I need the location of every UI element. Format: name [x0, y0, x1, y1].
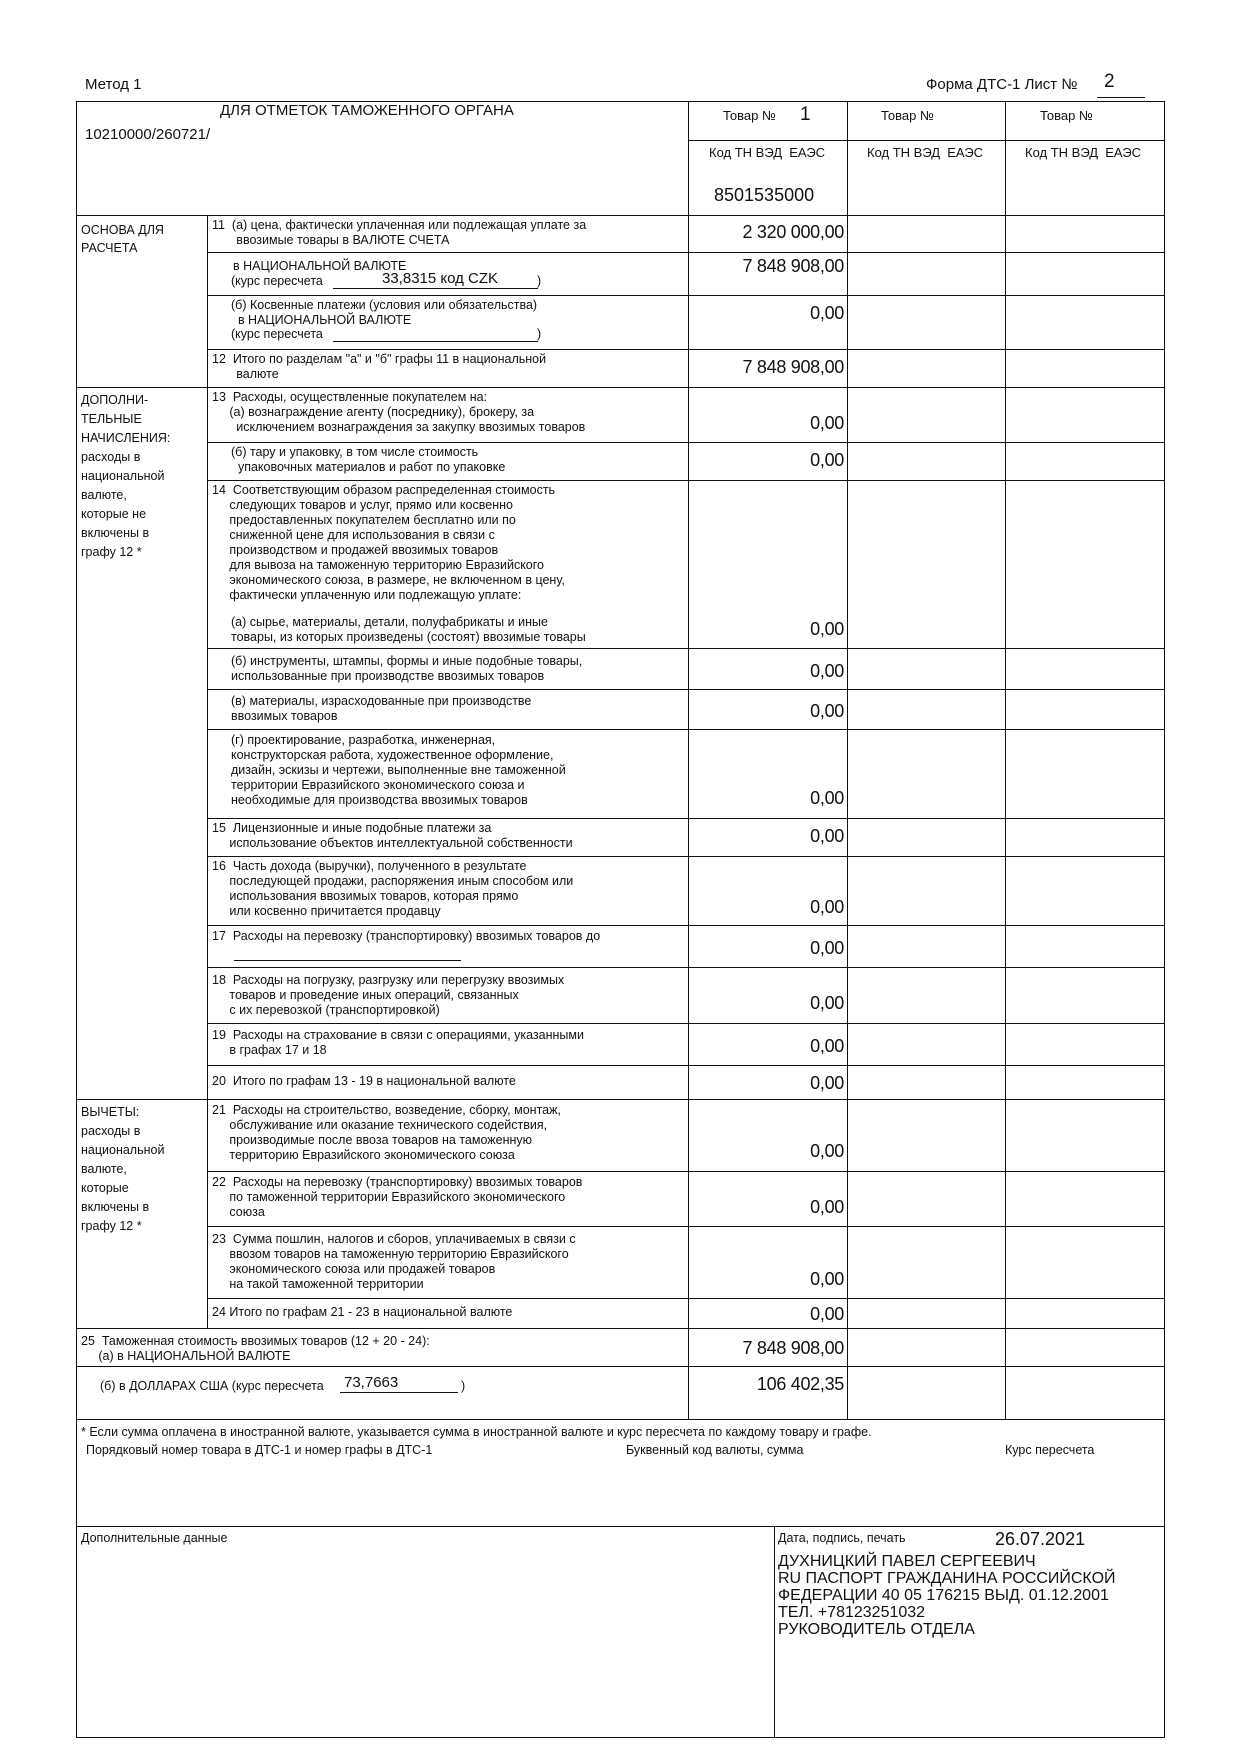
row-25a-text: 25 Таможенная стоимость ввозимых товаров (12 + 20 - 24): (а) в НАЦИОНАЛЬНОЙ ВАЛЮТЕ	[81, 1334, 430, 1363]
hline-r11b	[207, 349, 1165, 350]
hline-r18	[207, 1023, 1165, 1024]
hline-r21	[207, 1171, 1165, 1172]
hline-deductions-start	[76, 1099, 1165, 1100]
goods-col2-label: Товар №	[881, 108, 934, 123]
hline-row25b	[76, 1366, 1165, 1367]
hline-additions-start	[76, 387, 1165, 388]
hline-r14a	[207, 648, 1165, 649]
value-11a: 2 320 000,00	[742, 222, 844, 242]
row-13a-text: 13 Расходы, осуществленные покупателем на: (а) вознаграждение агенту (посреднику), брокеру, за исключением вознаграждения за закупку ввозимых товаров	[212, 390, 586, 434]
hline-bottom-section	[76, 1526, 1165, 1527]
row-24-text: 24 Итого по графам 21 - 23 в национальной валюте	[212, 1305, 513, 1319]
goods-col3-label: Товар №	[1040, 108, 1093, 123]
signature-date: 26.07.2021	[995, 1529, 1086, 1549]
row-25b-label: (б) в ДОЛЛАРАХ США (курс пересчета	[100, 1379, 324, 1393]
row-14a-text: (а) сырье, материалы, детали, полуфабрикаты и иные товары, из которых произведены (состоят) ввозимые товары	[231, 615, 586, 644]
hline-r14b	[207, 689, 1165, 690]
hline-row25	[76, 1328, 1165, 1329]
sheet-number: 2	[1104, 71, 1115, 92]
signature-label: Дата, подпись, печать	[778, 1531, 906, 1545]
value-15: 0,00	[810, 826, 844, 846]
value-23: 0,00	[810, 1269, 844, 1289]
hline-r11nat	[207, 295, 1165, 296]
hline-footnote	[76, 1419, 1165, 1420]
hline-r15	[207, 856, 1165, 857]
hline-r16	[207, 925, 1165, 926]
hline-r11a	[207, 252, 1165, 253]
form-label: Форма ДТС-1 Лист №	[926, 76, 1078, 93]
vline-col1	[688, 101, 689, 1419]
footnote-col2: Буквенный код валюты, сумма	[626, 1443, 804, 1457]
row-11-rate-label: (курс пересчета	[231, 274, 323, 288]
vline-col3	[1005, 101, 1006, 1419]
value-11-national: 7 848 908,00	[742, 256, 844, 276]
row-11-national-text: в НАЦИОНАЛЬНОЙ ВАЛЮТЕ	[233, 259, 407, 273]
value-25b: 106 402,35	[756, 1374, 844, 1394]
row-11-rate-close: )	[537, 274, 542, 288]
section-deductions: ВЫЧЕТЫ: расходы в национальной валюте, которые включены в графу 12 *	[81, 1105, 165, 1233]
hline-r13b	[207, 480, 1165, 481]
value-18: 0,00	[810, 993, 844, 1013]
row-20-text: 20 Итого по графам 13 - 19 в национальной валюте	[212, 1074, 516, 1088]
value-24: 0,00	[810, 1304, 844, 1324]
goods-col1-number: 1	[800, 104, 811, 125]
row-18-text: 18 Расходы на погрузку, разгрузку или перегрузку ввозимых товаров и проведение иных операций, связанных с их перевозкой (транспортировкой)	[212, 973, 565, 1017]
row-11b-rate-underline	[333, 341, 538, 342]
row-11-rate-value: 33,8315 код CZK	[382, 270, 499, 287]
row-11a-text: 11 (а) цена, фактически уплаченная или подлежащая уплате за ввозимые товары в ВАЛЮТЕ СЧЕТА	[212, 218, 587, 247]
value-12: 7 848 908,00	[742, 357, 844, 377]
goods-col2-code-label: Код ТН ВЭД ЕАЭС	[867, 145, 984, 160]
hline-header-bottom	[76, 215, 1165, 216]
row-13b-text: (б) тару и упаковку, в том числе стоимость упаковочных материалов и работ по упаковке	[231, 445, 506, 474]
value-13b: 0,00	[810, 450, 844, 470]
sheet-underline	[1097, 97, 1145, 98]
row-25b-rate-underline	[340, 1392, 458, 1393]
row-11b-rate-label: (курс пересчета	[231, 327, 323, 341]
hline-r14d	[207, 818, 1165, 819]
row-22-text: 22 Расходы на перевозку (транспортировку) ввозимых товаров по таможенной территории Евразийского экономического союза	[212, 1175, 583, 1219]
row-16-text: 16 Часть дохода (выручки), полученного в результате последующей продажи, распоряжения иным способом или использования ввозимых товаров, которая прямо или косвенно причитается продавцу	[212, 859, 574, 918]
value-20: 0,00	[810, 1073, 844, 1093]
row-11b-text: (б) Косвенные платежи (условия или обязательства) в НАЦИОНАЛЬНОЙ ВАЛЮТЕ	[231, 298, 538, 327]
row-17-text: 17 Расходы на перевозку (транспортировку) ввозимых товаров до	[212, 929, 601, 943]
hline-r14c	[207, 729, 1165, 730]
vline-sections	[207, 215, 208, 1328]
goods-col1-code-label: Код ТН ВЭД ЕАЭС	[709, 145, 826, 160]
value-21: 0,00	[810, 1141, 844, 1161]
hline-goods-header	[688, 140, 1165, 141]
footnote-col3: Курс пересчета	[1005, 1443, 1095, 1457]
signer-info: ДУХНИЦКИЙ ПАВЕЛ СЕРГЕЕВИЧ RU ПАСПОРТ ГРАЖДАНИНА РОССИЙСКОЙ ФЕДЕРАЦИИ 40 05 176215 ВЫД. 01.12.2001 ТЕЛ. +78123251032 РУКОВОДИТЕЛЬ ОТДЕЛА	[778, 1553, 1116, 1638]
value-14d: 0,00	[810, 788, 844, 808]
row-25b-rate: 73,7663	[344, 1374, 399, 1391]
row-15-text: 15 Лицензионные и иные подобные платежи за использование объектов интеллектуальной собственности	[212, 821, 573, 850]
row-21-text: 21 Расходы на строительство, возведение, сборку, монтаж, обслуживание или оказание технического содействия, производимые после ввоза товаров на таможенную территорию Евразийского экономического союза	[212, 1103, 561, 1162]
vline-sign	[774, 1526, 775, 1738]
hline-r22	[207, 1226, 1165, 1227]
goods-col1-label: Товар №	[723, 108, 776, 123]
value-14c: 0,00	[810, 701, 844, 721]
value-13a: 0,00	[810, 413, 844, 433]
footnote-text: * Если сумма оплачена в иностранной валюте, указывается сумма в иностранной валюте и курс пересчета по каждому товару и графе.	[81, 1425, 872, 1439]
row-14-text: 14 Соответствующим образом распределенная стоимость следующих товаров и услуг, прямо или косвенно предоставленных покупателем бесплатно или по сниженной цене для использования в связи с производством и продажей ввозимых товаров для вывоза на таможенную территорию Евразийского экономического союза, в размере, не включенном в цену, фактически уплаченную или подлежащую уплате:	[212, 483, 565, 602]
additional-data-label: Дополнительные данные	[81, 1531, 228, 1545]
customs-reg-number: 10210000/260721/	[85, 126, 211, 143]
goods-col1-code: 8501535000	[714, 185, 815, 205]
section-basis: ОСНОВА ДЛЯ РАСЧЕТА	[81, 223, 164, 255]
value-14a: 0,00	[810, 619, 844, 639]
row-11-rate-underline	[333, 288, 538, 289]
value-22: 0,00	[810, 1197, 844, 1217]
row-14c-text: (в) материалы, израсходованные при производстве ввозимых товаров	[231, 694, 532, 723]
value-19: 0,00	[810, 1036, 844, 1056]
value-25a: 7 848 908,00	[742, 1338, 844, 1358]
value-11b: 0,00	[810, 303, 844, 323]
row-11b-rate-close: )	[537, 327, 542, 341]
row-14d-text: (г) проектирование, разработка, инженерная, конструкторская работа, художественное оформление, дизайн, эскизы и чертежи, выполненные вне таможенной территории Евразийского экономического союза и необходимые для производства ввозимых товаров	[231, 733, 566, 807]
hline-r17	[207, 967, 1165, 968]
row-23-text: 23 Сумма пошлин, налогов и сборов, уплачиваемых в связи с ввозом товаров на таможенную территорию Евразийского экономического союза или продажей товаров на такой таможенной территории	[212, 1232, 576, 1291]
customs-title: ДЛЯ ОТМЕТОК ТАМОЖЕННОГО ОРГАНА	[220, 102, 514, 119]
hline-r13a	[207, 442, 1165, 443]
row-19-text: 19 Расходы на страхование в связи с операциями, указанными в графах 17 и 18	[212, 1028, 584, 1057]
method-label: Метод 1	[85, 76, 142, 93]
footnote-col1: Порядковый номер товара в ДТС-1 и номер графы в ДТС-1	[86, 1443, 433, 1457]
value-16: 0,00	[810, 897, 844, 917]
hline-r19	[207, 1065, 1165, 1066]
hline-r23	[207, 1298, 1165, 1299]
row-14b-text: (б) инструменты, штампы, формы и иные подобные товары, использованные при производстве ввозимых товаров	[231, 654, 583, 683]
vline-col2	[847, 101, 848, 1419]
row-17-underline	[234, 960, 461, 961]
form-frame	[76, 101, 1165, 1738]
goods-col3-code-label: Код ТН ВЭД ЕАЭС	[1025, 145, 1142, 160]
section-additions: ДОПОЛНИ- ТЕЛЬНЫЕ НАЧИСЛЕНИЯ: расходы в национальной валюте, которые не включены в графу 12 *	[81, 393, 171, 559]
row-12-text: 12 Итого по разделам "а" и "б" графы 11 в национальной валюте	[212, 352, 547, 381]
value-14b: 0,00	[810, 661, 844, 681]
row-25b-rate-close: )	[461, 1379, 466, 1393]
value-17: 0,00	[810, 938, 844, 958]
